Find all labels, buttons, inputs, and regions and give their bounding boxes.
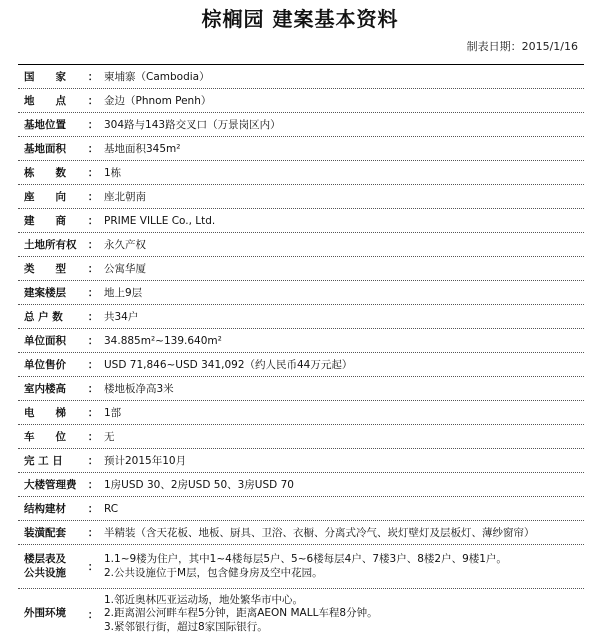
row-label: 土地所有权 <box>24 239 77 251</box>
row-separator: ： <box>87 287 99 299</box>
row-value: 永久产权 <box>104 239 146 251</box>
row-value: 公寓华厦 <box>104 263 146 275</box>
row-value: 无 <box>104 431 115 443</box>
info-row <box>18 257 584 281</box>
info-row <box>18 401 584 425</box>
row-separator: ： <box>87 95 99 107</box>
value-line: 2.距离湄公河畔车程5分钟，距离AEON MALL车程8分钟。 <box>104 607 378 620</box>
row-value: 共34户 <box>104 311 139 323</box>
info-row <box>18 113 584 137</box>
row-separator: ： <box>87 119 99 131</box>
row-value: 楼地板净高3米 <box>104 383 174 395</box>
info-row <box>18 377 584 401</box>
info-row-environment <box>18 589 584 639</box>
row-value: 基地面积345m² <box>104 143 181 155</box>
page-title: 棕榈园 建案基本资料 <box>201 7 399 31</box>
row-separator: ： <box>87 335 99 347</box>
value-line: 3.紧邻银行街，超过8家国际银行。 <box>104 620 268 633</box>
info-row <box>18 233 584 257</box>
info-row <box>18 329 584 353</box>
table-date: 制表日期：2015/1/16 <box>466 40 578 53</box>
info-row <box>18 425 584 449</box>
row-label: 座 向 <box>24 191 66 203</box>
value-line: 2.公共设施位于M层，包含健身房及空中花园。 <box>104 566 323 579</box>
row-value: 304路与143路交叉口（万景岗区内） <box>104 119 281 131</box>
info-row <box>18 473 584 497</box>
row-separator: ： <box>87 191 99 203</box>
info-rows <box>18 65 584 545</box>
info-row <box>18 281 584 305</box>
row-separator: ： <box>87 215 99 227</box>
info-row <box>18 497 584 521</box>
row-label: 车 位 <box>24 431 66 443</box>
row-separator: ： <box>87 359 99 371</box>
row-value: 座北朝南 <box>104 191 146 203</box>
value-line: 1.1~9楼为住户，其中1~4楼每层5户、5~6楼每层4户、7楼3户、8楼2户、9楼1户。 <box>104 553 507 565</box>
value-line: 1.邻近奥林匹亚运动场，地处繁华市中心。 <box>104 593 304 606</box>
row-label: 大楼管理费 <box>24 479 77 491</box>
info-row <box>18 65 584 89</box>
info-table <box>18 64 584 639</box>
row-value <box>100 594 584 635</box>
row-label-line: 楼层表及 <box>24 553 66 565</box>
info-row <box>18 137 584 161</box>
row-label: 国 家 <box>24 71 66 83</box>
row-separator: ： <box>87 143 99 155</box>
row-separator: ： <box>87 167 99 179</box>
info-row-floors <box>18 545 584 589</box>
row-label: 单位面积 <box>24 335 66 347</box>
row-separator: ： <box>87 263 99 275</box>
row-label: 完 工 日 <box>24 455 63 467</box>
row-label: 室内楼高 <box>24 383 66 395</box>
row-value: 1栋 <box>104 167 122 179</box>
row-label: 建 商 <box>24 215 66 227</box>
row-value: 34.885m²~139.640m² <box>104 334 222 347</box>
info-row <box>18 305 584 329</box>
row-label: 类 型 <box>24 263 66 275</box>
row-value: USD 71,846~USD 341,092（约人民币44万元起） <box>104 359 353 371</box>
info-row <box>18 209 584 233</box>
row-label: 基地面积 <box>24 143 66 155</box>
row-separator: ： <box>87 561 99 573</box>
row-label: 栋 数 <box>24 167 66 179</box>
info-row <box>18 185 584 209</box>
row-label: 单位售价 <box>24 359 66 371</box>
row-label: 外围环境 <box>24 607 66 620</box>
row-value: 1部 <box>104 407 122 419</box>
row-value: 1房USD 30、2房USD 50、3房USD 70 <box>104 479 294 491</box>
info-row <box>18 353 584 377</box>
info-row <box>18 89 584 113</box>
row-value: 柬埔寨（Cambodia） <box>104 71 210 83</box>
info-row <box>18 521 584 545</box>
row-separator: ： <box>87 407 99 419</box>
row-value: RC <box>104 502 119 515</box>
info-row <box>18 161 584 185</box>
row-label: 地 点 <box>24 95 66 107</box>
row-separator: ： <box>87 383 99 395</box>
row-separator: ： <box>87 455 99 467</box>
info-row <box>18 449 584 473</box>
row-value: 地上9层 <box>104 287 143 299</box>
row-label: 电 梯 <box>24 407 66 419</box>
row-value: 半精装（含天花板、地板、厨具、卫浴、衣橱、分离式冷气、崁灯壁灯及层板灯、薄纱窗帘） <box>104 527 535 539</box>
row-separator: ： <box>87 479 99 491</box>
row-label: 基地位置 <box>24 119 66 131</box>
row-separator: ： <box>87 431 99 443</box>
row-separator: ： <box>87 608 99 621</box>
row-label <box>18 553 86 580</box>
row-label: 建案楼层 <box>24 287 66 299</box>
row-label: 装潢配套 <box>24 527 66 539</box>
row-value: PRIME VILLE Co., Ltd. <box>104 214 216 227</box>
row-label-line: 公共设施 <box>24 566 66 579</box>
row-label: 总 户 数 <box>24 311 63 323</box>
row-separator: ： <box>87 311 99 323</box>
row-value: 预计2015年10月 <box>104 455 187 467</box>
row-separator: ： <box>87 527 99 539</box>
row-label: 结构建材 <box>24 503 66 515</box>
row-separator: ： <box>87 503 99 515</box>
row-value: 金边（Phnom Penh） <box>104 95 212 107</box>
row-value <box>100 553 584 580</box>
row-separator: ： <box>87 71 99 83</box>
row-separator: ： <box>87 239 99 251</box>
